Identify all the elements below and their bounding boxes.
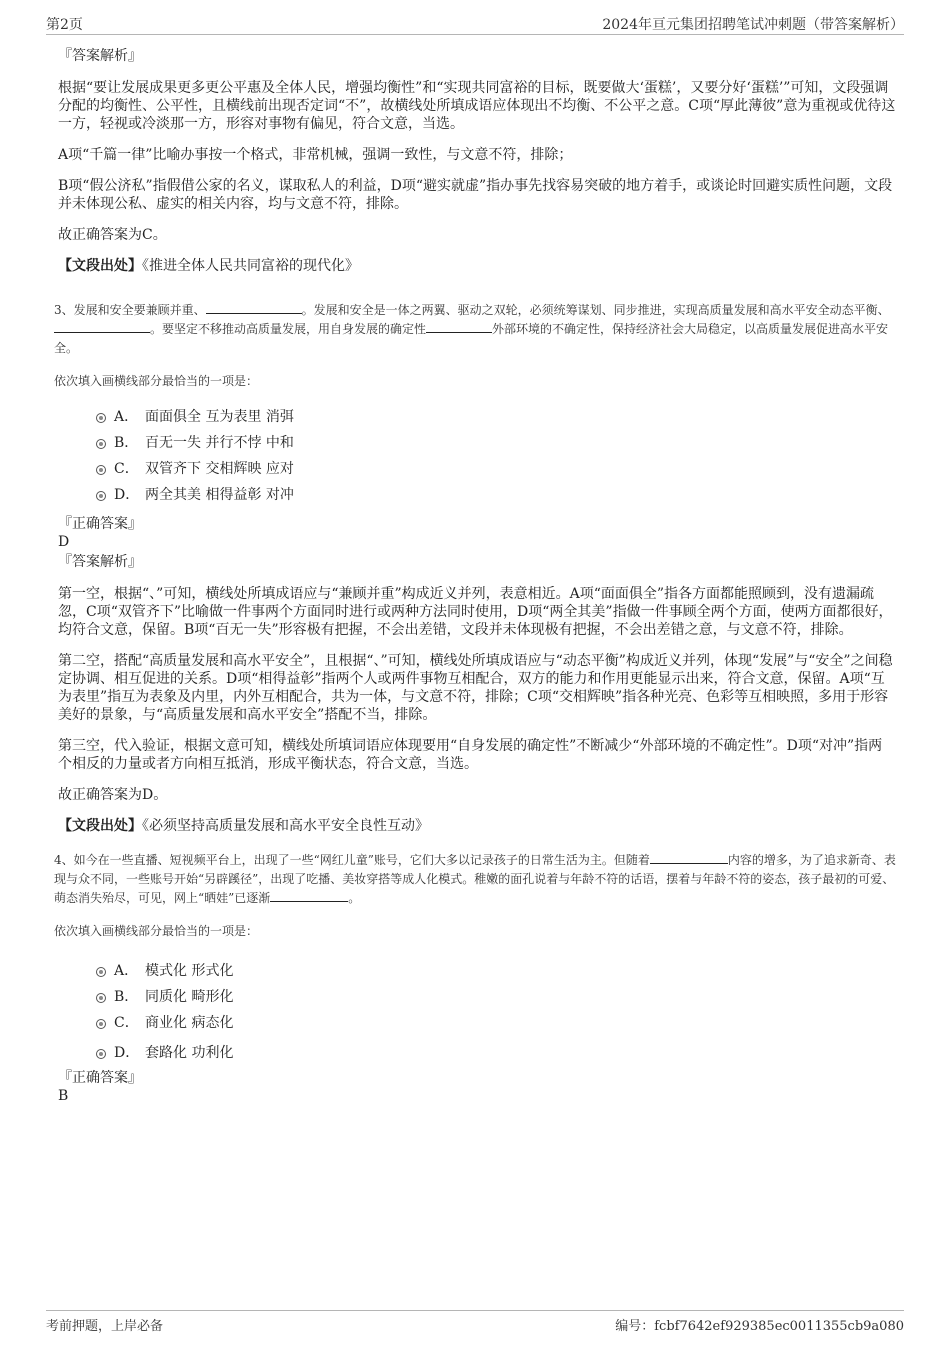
radio-icon[interactable] — [96, 1049, 106, 1059]
answer-heading: 『正确答案』 — [58, 1070, 142, 1086]
analysis-paragraph: A项“千篇一律”比喻办事按一个格式，非常机械，强调一致性，与文意不符，排除； — [58, 147, 573, 163]
correct-answer: B — [58, 1088, 69, 1104]
source-text: 《推进全体人民共同富裕的现代化》 — [142, 258, 359, 274]
fill-blank — [54, 320, 150, 333]
option-b[interactable]: B． 百无一失 并行不悖 中和 — [58, 433, 896, 459]
analysis-paragraph: B项“假公济私”指假借公家的名义，谋取私人的利益，D项“避实就虚”指办事先找容易突破的地方着手，或谈论时回避实质性问题，文段并未体现公私、虚实的相关内容，均与文意不符，排除。 — [58, 178, 893, 212]
answer-heading: 『正确答案』 — [58, 516, 142, 532]
option-c[interactable]: C． 双管齐下 交相辉映 应对 — [58, 459, 896, 485]
radio-icon[interactable] — [96, 967, 106, 977]
footer-slogan: 考前押题，上岸必备 — [46, 1319, 164, 1334]
page-content — [54, 47, 896, 1105]
document-id: 编号：fcbf7642ef929385ec0011355cb9a080 — [615, 1319, 904, 1334]
source-label: 【文段出处】 — [58, 818, 142, 834]
option-a[interactable]: A． 面面俱全 互为表里 消弭 — [58, 407, 896, 433]
option-b[interactable]: B． 同质化 畸形化 — [58, 987, 896, 1013]
radio-icon[interactable] — [96, 439, 106, 449]
analysis-paragraph: 第二空，搭配“高质量发展和高水平安全”，且根据“、”可知，横线处所填成语应与“动态平衡”构成近义并列，体现“发展”与“安全”之间稳定协调、相互促进的关系。D项“相得益彰”指两个人或两件事物互相配合，双方的能力和作用更能显示出来，符合文意，保留。A项“互为表里”指互为表象及内里，内外互相配合，共为一体，与文意不符，排除；C项“交相辉映”指各种光亮、色彩等互相映照，多用于形容美好的景象，与“高质量发展和高水平安全”搭配不当，排除。 — [58, 653, 893, 723]
fill-blank — [206, 301, 302, 314]
conclusion: 故正确答案为C。 — [58, 227, 167, 243]
page-header — [46, 14, 904, 35]
fill-blank — [650, 851, 728, 864]
analysis-paragraph: 第三空，代入验证，根据文意可知，横线处所填词语应体现要用“自身发展的确定性”不断减少“外部环境的不确定性”。D项“对冲”指两个相反的力量或者方向相互抵消，形成平衡状态，符合文意，当选。 — [58, 738, 883, 772]
option-d[interactable]: D． 套路化 功利化 — [58, 1039, 896, 1069]
fill-blank — [270, 889, 348, 902]
radio-icon[interactable] — [96, 1019, 106, 1029]
fill-blank — [426, 320, 492, 333]
option-a[interactable]: A． 模式化 形式化 — [58, 961, 896, 987]
source-label: 【文段出处】 — [58, 258, 142, 274]
options-list — [58, 407, 896, 511]
source-line — [58, 817, 896, 835]
page-footer — [46, 1310, 904, 1334]
analysis-heading: 『答案解析』 — [58, 554, 142, 570]
source-line — [58, 257, 896, 275]
document-title: 2024年亘元集团招聘笔试冲刺题（带答案解析） — [602, 17, 904, 33]
radio-icon[interactable] — [96, 465, 106, 475]
page-number: 第2页 — [46, 17, 83, 33]
correct-answer: D — [58, 534, 70, 550]
option-d[interactable]: D． 两全其美 相得益彰 对冲 — [58, 485, 896, 511]
analysis-heading: 『答案解析』 — [58, 48, 142, 64]
radio-icon[interactable] — [96, 491, 106, 501]
question-prompt: 依次填入画横线部分最恰当的一项是： — [54, 924, 259, 938]
radio-icon[interactable] — [96, 413, 106, 423]
radio-icon[interactable] — [96, 993, 106, 1003]
question-stem-4: 4、如今在一些直播、短视频平台上，出现了一些“网红儿童”账号，它们大多以记录孩子的日常生活为主。但随着 内容的增多，为了追求新奇、表现与众不同，一些账号开始“另辟蹊径”，出现了吃播、美妆穿搭等成人化模式。稚嫩的面孔说着与年龄不符的话语，摆着与年龄不符的姿态，孩子最初的可爱、萌态消失殆尽，可见，网上“晒娃”已逐渐 。 — [54, 853, 896, 905]
question-stem-3: 3、发展和安全要兼顾并重、 。发展和安全是一体之两翼、驱动之双轮，必须统筹谋划、同步推进，实现高质量发展和高水平安全动态平衡、。要坚定不移推动高质量发展，用自身发展的确定性 外部环境的不确定性，保持经济社会大局稳定，以高质量发展促进高水平安全。 — [54, 303, 890, 355]
option-c[interactable]: C． 商业化 病态化 — [58, 1013, 896, 1039]
source-text: 《必须坚持高质量发展和高水平安全良性互动》 — [142, 818, 429, 834]
options-list — [58, 961, 896, 1069]
analysis-paragraph: 根据“要让发展成果更多更公平惠及全体人民，增强均衡性”和“实现共同富裕的目标，既要做大‘蛋糕’，又要分好‘蛋糕’”可知，文段强调分配的均衡性、公平性，且横线前出现否定词“不”，故横线处所填成语应体现出不均衡、不公平之意。C项“厚此薄彼”意为重视或优待这一方，轻视或冷淡那一方，形容对事物有偏见，符合文意，当选。 — [58, 80, 896, 132]
conclusion: 故正确答案为D。 — [58, 787, 168, 803]
analysis-paragraph: 第一空，根据“、”可知，横线处所填成语应与“兼顾并重”构成近义并列，表意相近。A项“面面俱全”指各方面都能照顾到，没有遗漏疏忽，C项“双管齐下”比喻做一件事两个方面同时进行或两种方法同时使用，D项“两全其美”指做一件事顾全两个方面，使两方面都很好，均符合文意，保留。B项“百无一失”形容极有把握，不会出差错，文段并未体现极有把握，不会出差错之意，与文意不符，排除。 — [58, 586, 893, 638]
question-prompt: 依次填入画横线部分最恰当的一项是： — [54, 374, 259, 388]
